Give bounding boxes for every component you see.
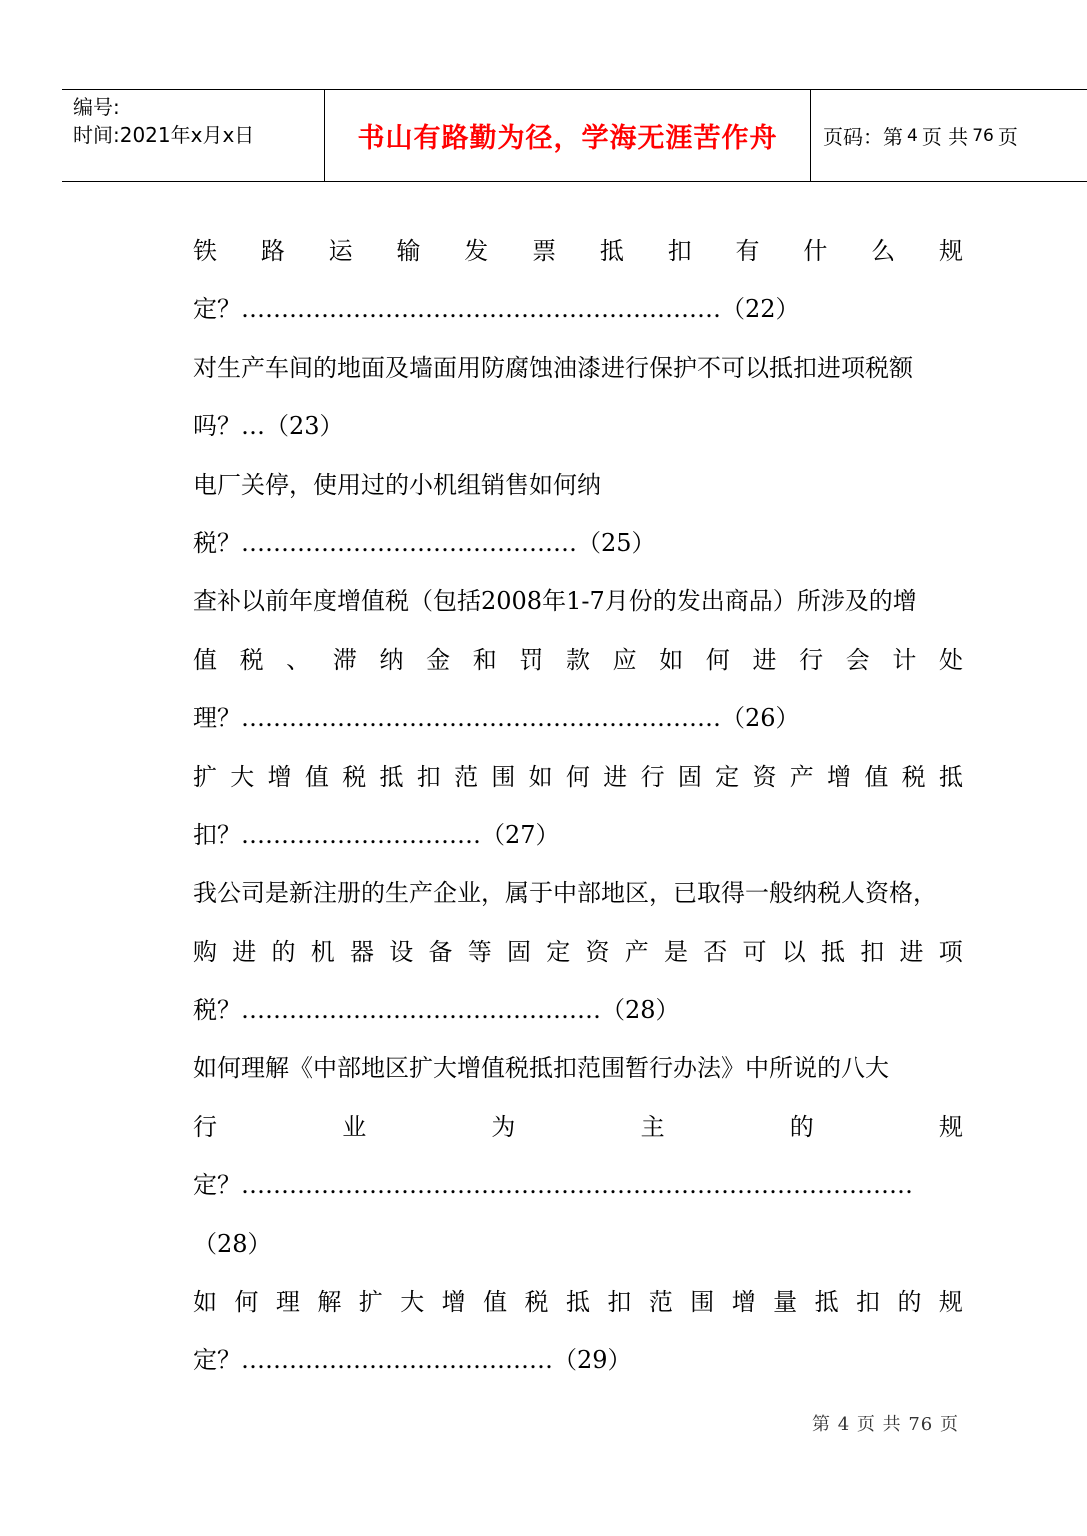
- toc-leader-dots: ………………………………………: [241, 996, 601, 1025]
- toc-entry-tail: 税？: [193, 996, 241, 1025]
- toc-line: 值 税 、 滞 纳 金 和 罚 款 应 如 何 进 行 会 计 处: [193, 645, 963, 674]
- header-motto: 书山有路勤为径，学海无涯苦作舟: [325, 90, 811, 181]
- toc-line: 对生产车间的地面及墙面用防腐蚀油漆进行保护不可以抵扣进项税额: [193, 353, 913, 382]
- toc-entry-tail: 税？: [193, 528, 241, 557]
- toc-line: [193, 806, 963, 864]
- toc-line: [193, 1331, 963, 1389]
- toc-line: [193, 981, 963, 1039]
- toc-line: [193, 1156, 963, 1214]
- toc-entry-tail: 吗？: [193, 412, 241, 441]
- toc-page-ref: （25）: [577, 528, 656, 557]
- toc-content: [193, 222, 963, 1390]
- page-prefix: 页码：第: [823, 125, 903, 149]
- header-page-info: [811, 90, 1087, 181]
- page-footer: 第 4 页 共 76 页: [812, 1414, 959, 1435]
- page-total: 76: [972, 125, 994, 146]
- toc-entry-tail: 扣？: [193, 820, 241, 849]
- time-label: 时间:2021年x月x日: [73, 123, 255, 147]
- toc-line: 如何理解《中部地区扩大增值税抵扣范围暂行办法》中所说的八大: [193, 1054, 889, 1083]
- toc-line: 我公司是新注册的生产企业，属于中部地区，已取得一般纳税人资格，: [193, 879, 937, 908]
- toc-line: （28）: [193, 1229, 272, 1258]
- toc-leader-dots: …………………………: [241, 820, 481, 849]
- toc-leader-dots: ……………………………………………………: [241, 295, 721, 324]
- toc-line: 电厂关停，使用过的小机组销售如何纳: [193, 470, 601, 499]
- toc-page-ref: （26）: [721, 704, 800, 733]
- toc-line: [193, 689, 963, 747]
- toc-leader-dots: ……………………………………: [241, 528, 577, 557]
- toc-line: 铁 路 运 输 发 票 抵 扣 有 什 么 规: [193, 237, 963, 265]
- toc-line: 扩 大 增 值 税 抵 扣 范 围 如 何 进 行 固 定 资 产 增 值 税 抵: [193, 762, 963, 791]
- toc-page-ref: （27）: [481, 820, 560, 849]
- toc-leader-dots: …………………………………: [241, 1346, 553, 1375]
- toc-line: [193, 280, 963, 338]
- toc-page-ref: （23）: [265, 412, 344, 441]
- toc-entry-tail: 定？: [193, 295, 241, 324]
- toc-line: [193, 514, 963, 572]
- toc-line: [193, 397, 963, 455]
- toc-entry-tail: 定？: [193, 1171, 241, 1200]
- toc-line: 查补以前年度增值税（包括2008年1-7月份的发出商品）所涉及的增: [193, 587, 917, 616]
- page-number: 4: [907, 125, 918, 146]
- page-header: [62, 89, 1087, 182]
- toc-page-ref: （22）: [721, 295, 800, 324]
- serial-label: 编号:: [73, 95, 120, 119]
- header-left-cell: [62, 90, 325, 181]
- toc-leader-dots: …………………………………………………………………………: [241, 1171, 913, 1200]
- toc-line: 购 进 的 机 器 设 备 等 固 定 资 产 是 否 可 以 抵 扣 进 项: [193, 937, 963, 966]
- toc-line: 如 何 理 解 扩 大 增 值 税 抵 扣 范 围 增 量 抵 扣 的 规: [193, 1288, 963, 1317]
- page-suffix: 页: [997, 125, 1018, 149]
- toc-entry-tail: 理？: [193, 704, 241, 733]
- toc-entry-tail: 定？: [193, 1346, 241, 1375]
- toc-leader-dots: …: [241, 412, 265, 441]
- page-mid: 页 共: [921, 125, 969, 149]
- toc-line: 行 业 为 主 的 规: [193, 1112, 963, 1141]
- toc-page-ref: （29）: [553, 1346, 632, 1375]
- toc-page-ref: （28）: [601, 996, 680, 1025]
- toc-leader-dots: ……………………………………………………: [241, 704, 721, 733]
